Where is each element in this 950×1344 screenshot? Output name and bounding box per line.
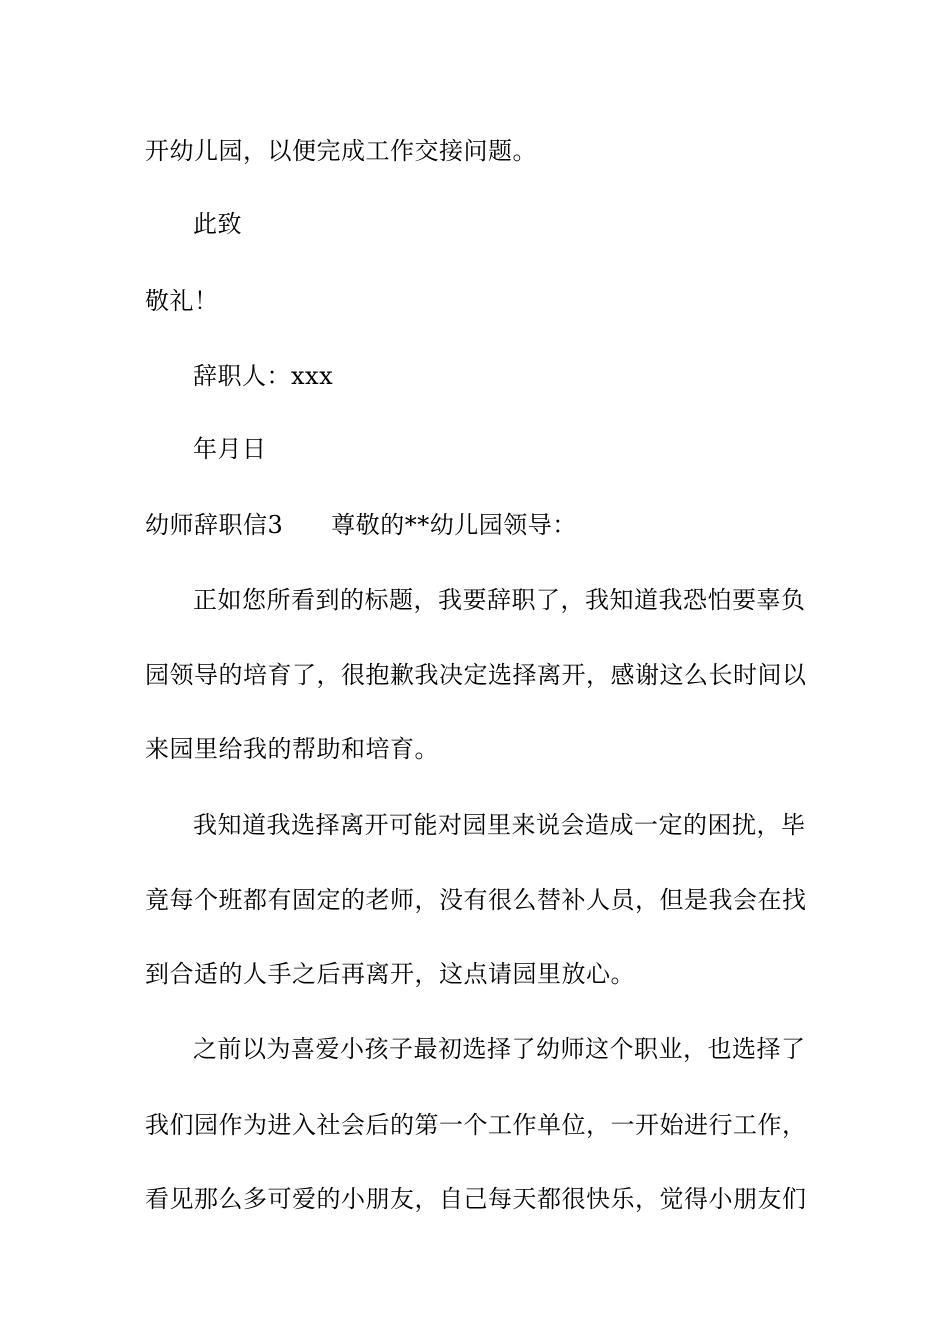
signature-line: 辞职人：xxx	[193, 362, 334, 390]
paragraph-line: 到合适的人手之后再离开，这点请园里放心。	[145, 960, 635, 988]
body-text-line: 开幼儿园，以便完成工作交接问题。	[145, 137, 537, 165]
paragraph-line: 之前以为喜爱小孩子最初选择了幼师这个职业，也选择了	[193, 1035, 806, 1063]
closing-salute: 敬礼！	[145, 287, 219, 315]
paragraph-line: 我们园作为进入社会后的第一个工作单位，一开始进行工作，	[145, 1111, 807, 1139]
date-line: 年月日	[193, 435, 267, 463]
paragraph-line: 园领导的培育了，很抱歉我决定选择离开，感谢这么长时间以	[145, 661, 807, 689]
paragraph-line: 来园里给我的帮助和培育。	[145, 735, 439, 763]
section-title: 幼师辞职信3	[145, 511, 284, 539]
section-heading-line	[145, 509, 810, 541]
paragraph-line: 竟每个班都有固定的老师，没有很么替补人员，但是我会在找	[145, 886, 807, 914]
salutation: 尊敬的**幼儿园领导：	[331, 511, 577, 539]
paragraph-line: 正如您所看到的标题，我要辞职了，我知道我恐怕要辜负	[193, 586, 806, 614]
closing-phrase: 此致	[193, 210, 242, 238]
paragraph-line: 看见那么多可爱的小朋友，自己每天都很快乐，觉得小朋友们	[145, 1185, 807, 1213]
paragraph-line: 我知道我选择离开可能对园里来说会造成一定的困扰，毕	[193, 811, 806, 839]
